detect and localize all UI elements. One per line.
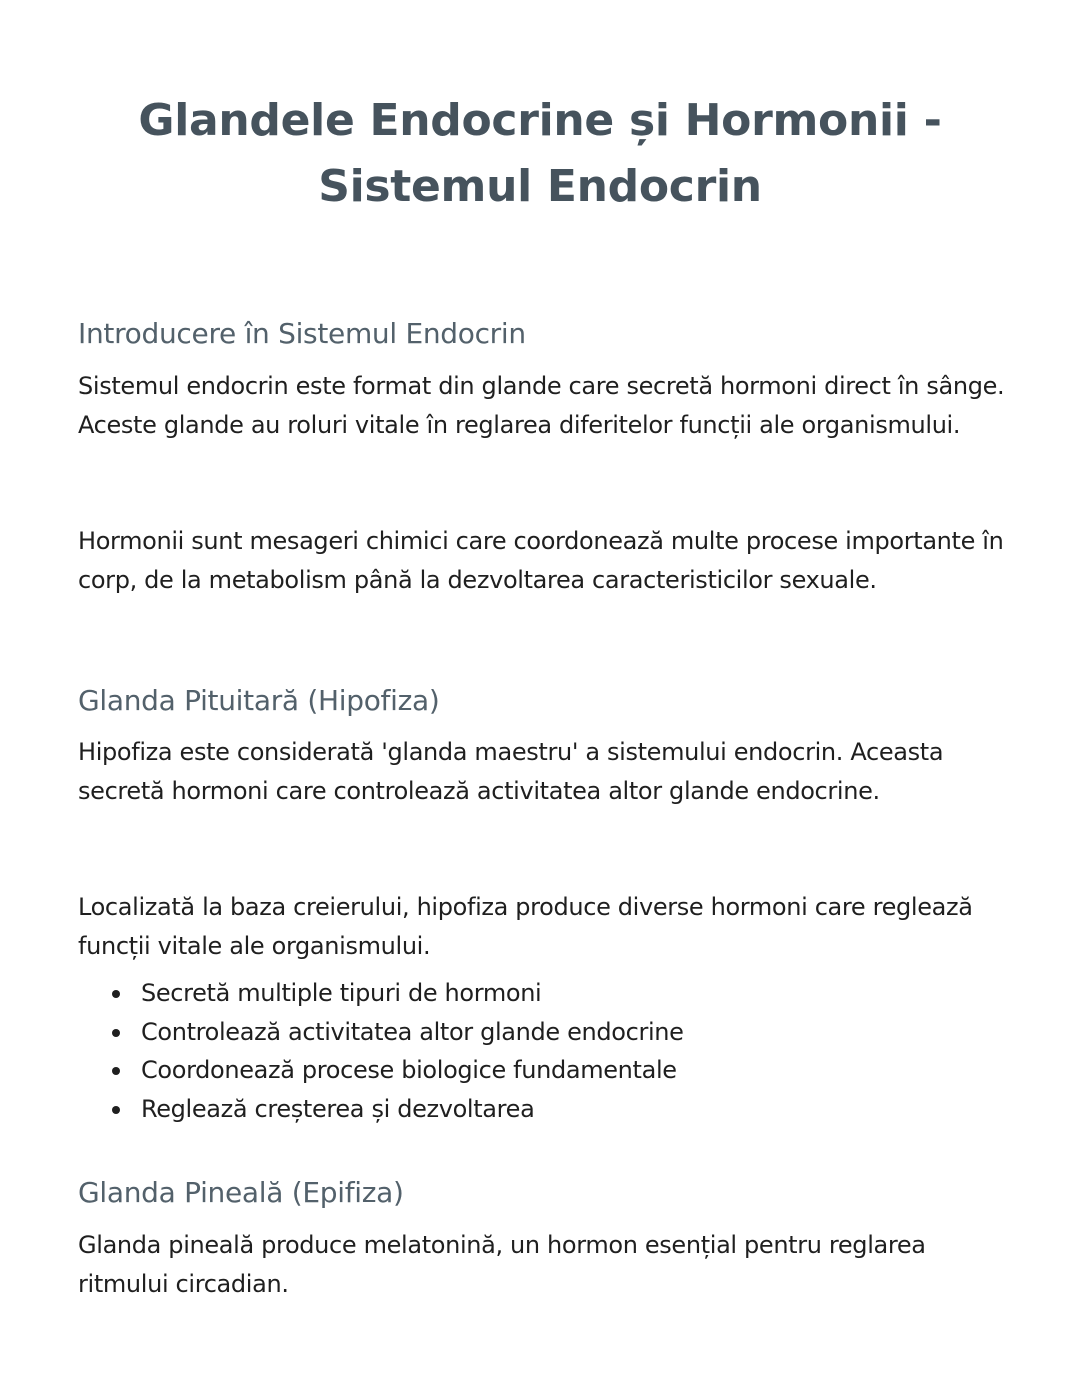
section-heading-hipofiza: Glanda Pituitară (Hipofiza) [78,684,440,717]
page-title-line-2: Sistemul Endocrin [318,161,762,212]
list-item: Controlează activitatea altor glande endocrine [78,1013,1008,1052]
paragraph: Hormonii sunt mesageri chimici care coordonează multe procese importante în corp, de la metabolism până la dezvoltarea caracteristicilor sexuale. [78,527,1004,594]
paragraph: Hipofiza este considerată 'glanda maestru' a sistemului endocrin. Aceasta secretă hormoni care controlează activitatea altor glande endocrine. [78,738,944,805]
section-heading-introducere: Introducere în Sistemul Endocrin [78,317,526,350]
list-item: Reglează creșterea și dezvoltarea [78,1090,1008,1129]
paragraph: Sistemul endocrin este format din glande care secretă hormoni direct în sânge. Aceste glande au roluri vitale în reglarea diferitelor funcții ale organismului. [78,372,1005,439]
page-title [78,88,1002,220]
list-item: Coordonează procese biologice fundamentale [78,1051,1008,1090]
list-item: Secretă multiple tipuri de hormoni [78,974,1008,1013]
bullet-list [78,974,1008,1129]
page-title-line-1: Glandele Endocrine și Hormonii - [138,95,942,146]
paragraph: Glanda pineală produce melatonină, un hormon esențial pentru reglarea ritmului circadian. [78,1231,926,1298]
section-heading-epifiza: Glanda Pineală (Epifiza) [78,1176,404,1209]
paragraph: Localizată la baza creierului, hipofiza produce diverse hormoni care reglează funcții vitale ale organismului. [78,893,973,960]
